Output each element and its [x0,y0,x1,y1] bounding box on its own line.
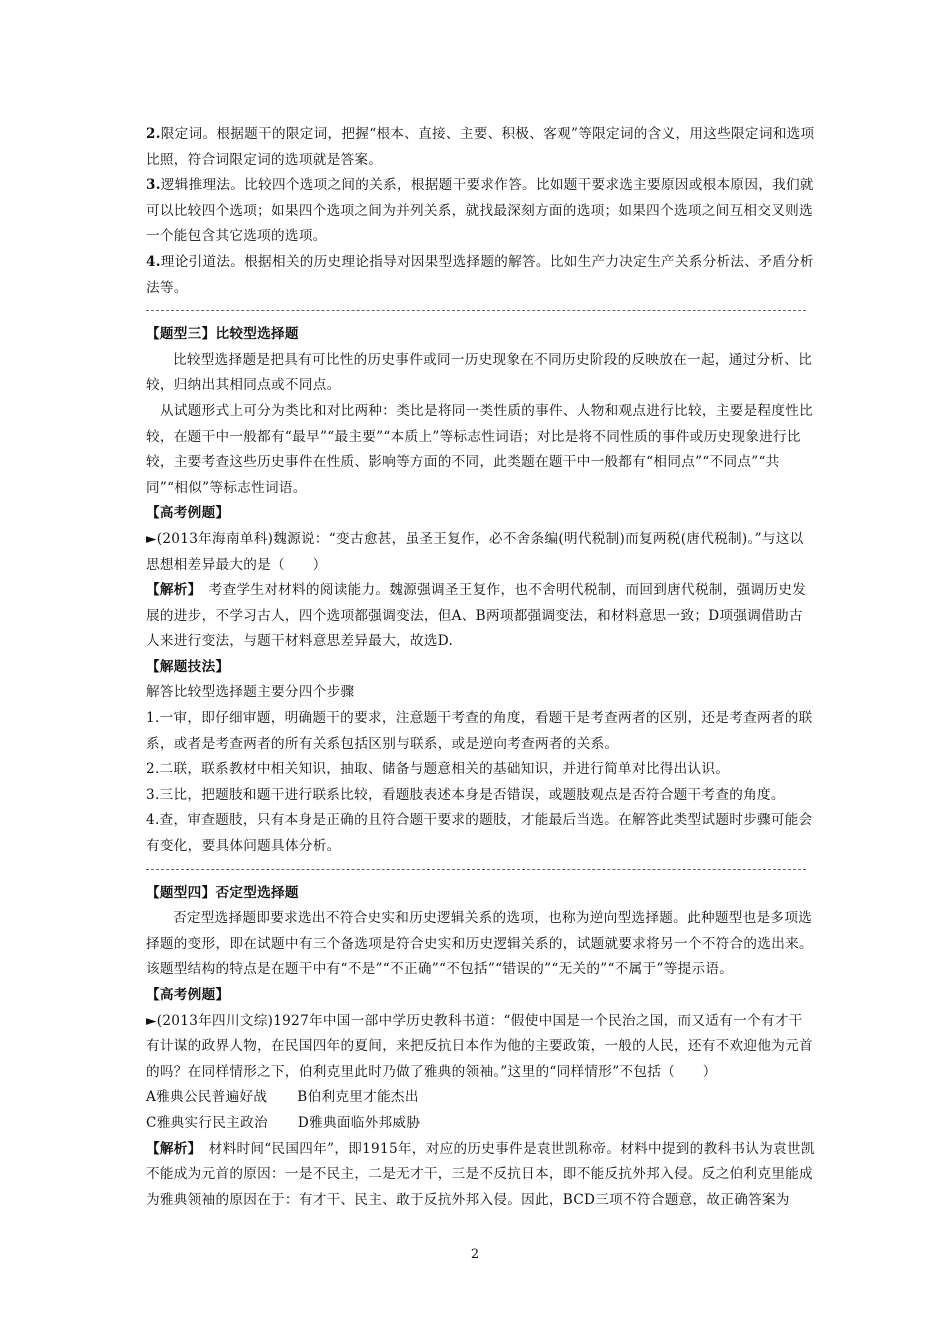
option-c: C雅典实行民主政治 [146,1114,268,1131]
analysis-text: 考查学生对材料的阅读能力。魏源强调圣王复作，也不舍明代税制，而回到唐代税制，强调历史发展的进步，不学习古人，四个选项都强调变法，但A、B两项都强调变法，和材料意思一致；D项强调借助古人来进行变法，与题干材料意思差异最大，故选D. [146,582,807,650]
item-number: 3. [146,177,161,194]
method-item-2 [146,122,816,173]
answer-options-row-1 [146,1085,816,1111]
example-heading: 【高考例题】 [146,505,230,522]
section-divider [146,869,806,871]
item-text: 限定词。根据题干的限定词，把握“根本、直接、主要、积极、客观”等限定词的含义，用这些限定词和选项比照，符合词限定词的选项就是答案。 [146,126,815,168]
technique-step-2: 2.二联，联系教材中相关知识，抽取、储备与题意相关的基础知识，并进行简单对比得出认识。 [146,761,730,778]
option-d: D雅典面临外邦威胁 [297,1114,421,1131]
item-text: 理论引道法。根据相关的历史理论指导对因果型选择题的解答。比如生产力决定生产关系分析法、矛盾分析法等。 [146,253,814,296]
example-question: ►(2013年海南单科)魏源说：“变古愈甚，虽圣王复作，必不舍条编(明代税制)而复两税(唐代税制)。”与这以思想相差异最大的是（ ） [146,530,804,573]
analysis-label: 【解析】 [146,582,195,599]
analysis-text: 材料时间“民国四年”，即1915年，对应的历史事件是袁世凯称帝。材料中提到的教科书认为袁世凯不能成为元首的原因：一是不民主，二是无才干，三是不反抗日本，即不能反抗外邦入侵。反之伯利克里能成为雅典领袖的原因在于：有才干、民主、敢于反抗外邦入侵。因此，BCD三项不符合题意，故正确答案为 [146,1140,815,1208]
analysis-paragraph [146,578,816,655]
method-item-4 [146,250,816,301]
item-number: 2. [146,126,161,142]
item-number: 4. [146,253,161,270]
type3-intro-1: 比较型选择题是把具有可比性的历史事件或同一历史现象在不同历史阶段的反映放在一起，通过分析、比较，归纳出其相同点或不同点。 [146,351,813,394]
analysis-paragraph [146,1137,816,1214]
technique-step-1: 1.一审，即仔细审题，明确题干的要求，注意题干考查的角度，看题干是考查两者的区别，还是考查两者的联系，或者是考查两者的所有关系包括区别与联系，或是逆向考查两者的关系。 [146,710,813,752]
type3-intro-2: 从试题形式上可分为类比和对比两种：类比是将同一类性质的事件、人物和观点进行比较，主要是程度性比较，在题干中一般都有“最早”“最主要”“本质上”等标志性词语；对比是将不同性质的事件或历史现象进行比较，主要考查这些历史事件在性质、影响等方面的不同，此类题在题干中一般都有“相同点”“不同点”“共同”“相似”等标志性词语。 [146,402,814,496]
option-b: B伯利克里才能杰出 [297,1089,419,1106]
type4-intro: 否定型选择题即要求选出不符合史实和历史逻辑关系的选项，也称为逆向型选择题。此种题型也是多项选择题的变形，即在试题中有三个备选项是符合史实和历史逻辑关系的，试题就要求将另一个不符合的选出来。该题型结构的特点是在题干中有“不是”“不正确”“不包括”“错误的”“无关的”“不属于”等提示语。 [146,910,813,978]
analysis-label: 【解析】 [146,1140,195,1157]
item-text: 逻辑推理法。比较四个选项之间的关系，根据题干要求作答。比如题干要求选主要原因或根本原因，我们就可以比较四个选项；如果四个选项之间为并列关系，就找最深刻方面的选项；如果四个选项之间互相交叉则选一个能包含其它选项的选项。 [146,177,814,245]
technique-step-3: 3.三比，把题肢和题干进行联系比较，看题肢表述本身是否错误，或题肢观点是否符合题干考查的角度。 [146,786,785,803]
technique-heading: 【解题技法】 [146,658,230,675]
technique-step-4: 4.查，审查题肢，只有本身是正确的且符合题干要求的题肢，才能最后当选。在解答此类型试题时步骤可能会有变化，要具体问题具体分析。 [146,812,813,855]
section-divider [146,310,806,312]
method-item-3 [146,173,816,250]
document-body [146,122,816,1213]
section-heading-type4: 【题型四】否定型选择题 [146,884,299,901]
page-number: 2 [470,1247,480,1262]
option-a: A雅典公民普遍好战 [146,1089,268,1106]
technique-intro: 解答比较型选择题主要分四个步骤 [146,684,355,701]
example-heading: 【高考例题】 [146,987,230,1003]
example-question: ►(2013年四川文综)1927年中国一部中学历史教科书道：“假使中国是一个民治之国，而又适有一个有才干有计谋的政界人物，在民国四年的夏间，来把反抗日本作为他的主要政策，一般的人民，还有不欢迎他为元首的吗？在同样情形之下，伯利克里此时乃做了雅典的领袖。”这里的“同样情形”不包括（ ） [146,1012,813,1080]
answer-options-row-2 [146,1111,816,1137]
section-heading-type3: 【题型三】比较型选择题 [146,326,299,343]
